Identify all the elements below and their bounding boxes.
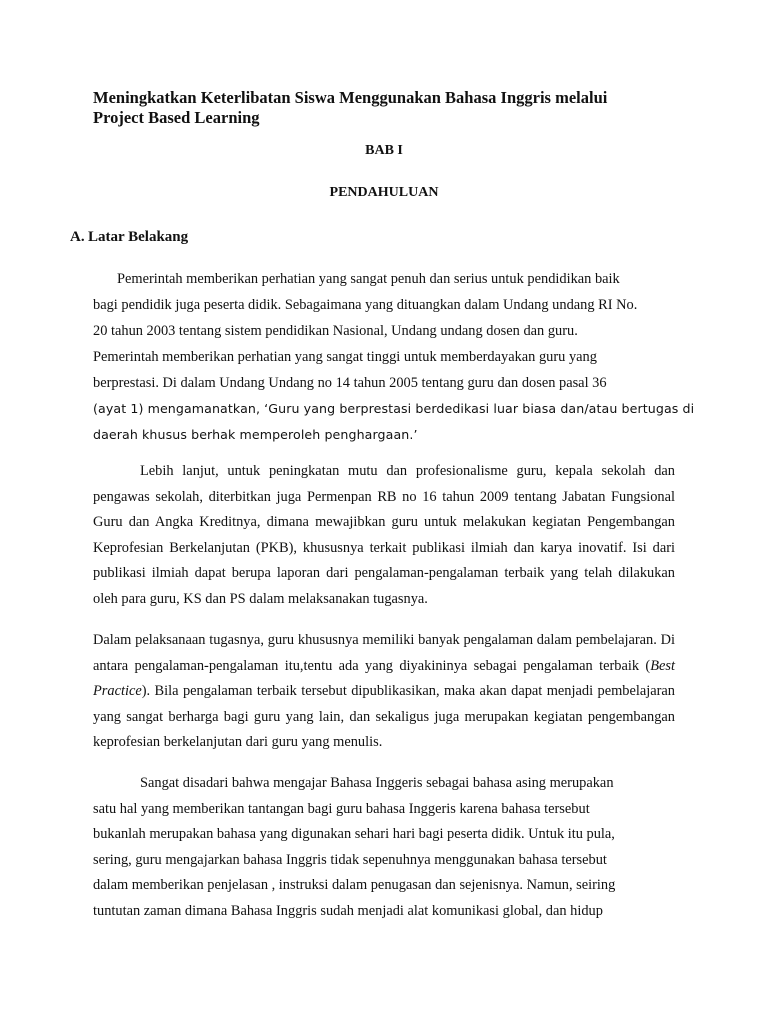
title-line-2: Project Based Learning xyxy=(93,108,260,127)
paragraph-3 xyxy=(93,628,675,756)
paragraph-1-quote-line: (ayat 1) mengamanatkan, ‘Guru yang berprestasi berdedikasi luar biasa dan/atau bertugas di xyxy=(93,401,695,416)
paragraph-1-line: Pemerintah memberikan perhatian yang sangat tinggi untuk memberdayakan guru yang xyxy=(93,349,597,365)
paragraph-4 xyxy=(93,771,675,924)
paragraph-3-text-after: ). Bila pengalaman terbaik tersebut dipublikasikan, maka akan dapat menjadi pembelajaran yang sangat berharga bagi guru yang lain, dan sekaligus juga merupakan kegiatan pengembangan keprofesian berkelanjutan dari guru yang menulis. xyxy=(93,683,675,750)
title-line-1: Meningkatkan Keterlibatan Siswa Menggunakan Bahasa Inggris melalui xyxy=(93,88,608,107)
paragraph-4-line: dalam memberikan penjelasan , instruksi dalam penugasan dan sejenisnya. Namun, seiring xyxy=(93,877,616,893)
paragraph-1-line: bagi pendidik juga peserta didik. Sebagaimana yang dituangkan dalam Undang undang RI No. xyxy=(93,297,638,313)
paragraph-1 xyxy=(93,266,695,448)
chapter-number: BAB I xyxy=(365,143,403,158)
paragraph-3-text-before: Dalam pelaksanaan tugasnya, guru khususnya memiliki banyak pengalaman dalam pembelajaran. Di antara pengalaman-pengalaman itu,tentu ada yang diyakininya sebagai pengalaman terbaik ( xyxy=(93,632,675,674)
paragraph-4-line: satu hal yang memberikan tantangan bagi guru bahasa Inggeris karena bahasa tersebut xyxy=(93,800,590,817)
paragraph-4-line: bukanlah merupakan bahasa yang digunakan sehari hari bagi peserta didik. Untuk itu pula, xyxy=(93,826,615,842)
document-title xyxy=(93,88,693,128)
section-heading xyxy=(70,229,188,246)
paragraph-2 xyxy=(93,459,675,612)
paragraph-1-line: berprestasi. Di dalam Undang Undang no 14 tahun 2005 tentang guru dan dosen pasal 36 xyxy=(93,375,607,391)
paragraph-1-line: 20 tahun 2003 tentang sistem pendidikan Nasional, Undang undang dosen dan guru. xyxy=(93,323,578,339)
paragraph-3-italic-term: Best Practice xyxy=(93,657,675,699)
paragraph-4-line: sering, guru mengajarkan bahasa Inggris tidak sepenuhnya menggunakan bahasa tersebut xyxy=(93,851,607,868)
paragraph-1-quote-line: daerah khusus berhak memperoleh penghargaan.’ xyxy=(93,427,418,442)
section-title: Latar Belakang xyxy=(88,229,189,245)
paragraph-4-line: Sangat disadari bahwa mengajar Bahasa Inggeris sebagai bahasa asing merupakan xyxy=(140,775,614,791)
paragraph-4-line: tuntutan zaman dimana Bahasa Inggris sudah menjadi alat komunikasi global, dan hidup xyxy=(93,902,603,919)
chapter-title: PENDAHULUAN xyxy=(329,185,439,200)
paragraph-1-line: Pemerintah memberikan perhatian yang sangat penuh dan serius untuk pendidikan baik xyxy=(117,271,620,287)
section-number: A. xyxy=(70,229,85,245)
paragraph-2-text: Lebih lanjut, untuk peningkatan mutu dan profesionalisme guru, kepala sekolah dan pengawas sekolah, diterbitkan juga Permenpan RB no 16 tahun 2009 tentang Jabatan Fungsional Guru dan Angka Kreditnya, dimana mewajibkan guru untuk melakukan kegiatan Pengembangan Keprofesian Berkelanjutan (PKB), khususnya terkait publikasi ilmiah dan karya inovatif. Isi dari publikasi ilmiah dapat berupa laporan dari pengalaman-pengalaman terbaik yang telah dilakukan oleh para guru, KS dan PS dalam melaksanakan tugasnya. xyxy=(93,463,675,607)
